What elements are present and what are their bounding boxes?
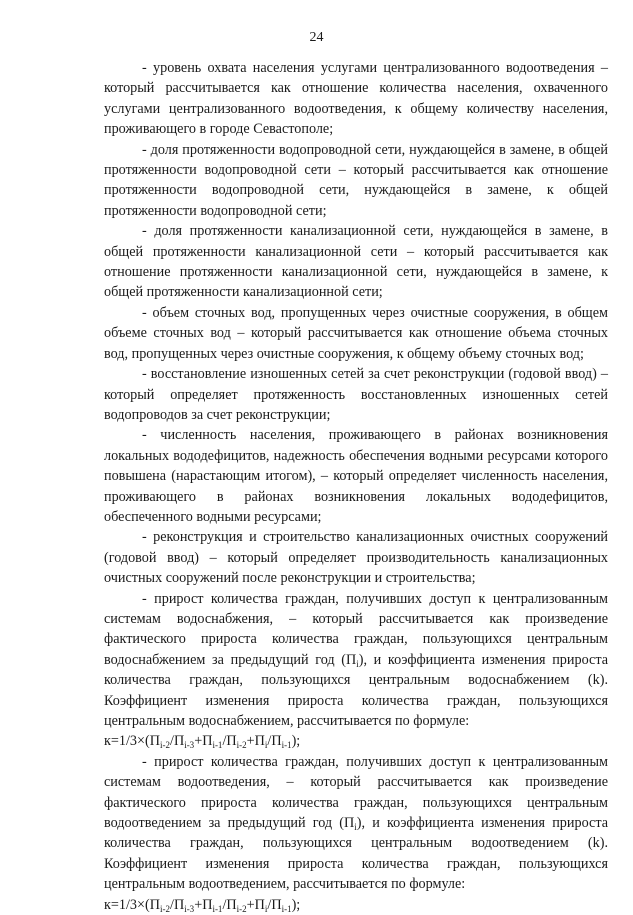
formula-part: /П xyxy=(222,733,237,750)
formula-part: /П xyxy=(170,896,185,913)
page-number: 24 xyxy=(309,30,324,45)
paragraph-treatment-facilities: - реконструкция и строительство канализационных очистных сооружений (годовой ввод) – который определяет производительность канализационных очистных сооружений после реконструкции и строительства; xyxy=(104,529,608,587)
formula-part: /П xyxy=(170,733,185,750)
paragraph-sewer-growth-text: - прирост количества граждан, получивших доступ к централизованным системам водоотведения, – который рассчитывается как произведение фактического прироста количества граждан, пользующихся центральным водоотведением за предыдущий год (П xyxy=(104,753,608,832)
paragraph-water-supply-growth-tail: ), и коэффициента изменения прироста количества граждан, пользующихся центральным водоснабжением (k). Коэффициент изменения прироста количества граждан, пользующихся центральным водоснабжением, рассчитывается по формуле: xyxy=(104,651,608,729)
formula-subscript: i-1 xyxy=(281,903,292,914)
document-body xyxy=(104,58,608,915)
subscript-i: i xyxy=(354,822,357,833)
paragraph-water-supply-growth xyxy=(104,589,608,732)
formula-subscript: i-1 xyxy=(212,903,223,914)
formula-subscript: i-2 xyxy=(236,740,247,751)
formula-part: /П xyxy=(222,896,237,913)
formula-subscript: i-2 xyxy=(236,903,247,914)
formula-subscript: i-3 xyxy=(184,903,195,914)
paragraph-sewer-coverage: - уровень охвата населения услугами централизованного водоотведения – который рассчитывается как отношение количества населения, охваченного услугами централизованного водоотведения, к общему количеству населения, проживающего в городе Севастополе; xyxy=(104,60,608,138)
formula-part: /П xyxy=(267,896,282,913)
formula-part: +П xyxy=(246,896,265,913)
formula-part: ); xyxy=(291,733,301,750)
formula-subscript: i-1 xyxy=(281,740,292,751)
formula-subscript: i xyxy=(264,903,268,914)
formula-part: к=1/3×(П xyxy=(104,896,160,913)
formula-part: +П xyxy=(194,733,213,750)
formula-subscript: i-3 xyxy=(184,740,195,751)
paragraph-sewer-growth xyxy=(104,752,608,895)
formula-subscript: i-2 xyxy=(160,903,170,914)
formula-subscript: i-1 xyxy=(212,740,223,751)
paragraph-water-network-share: - доля протяженности водопроводной сети, нуждающейся в замене, в общей протяженности водопроводной сети – который рассчитывается как отношение протяженности водопроводной сети, нуждающейся в замене, к общей протяженности водопроводной сети; xyxy=(104,141,608,219)
paragraph-wastewater-volume: - объем сточных вод, пропущенных через очистные сооружения, в общем объеме сточных вод – который рассчитывается как отношение объема сточных вод, пропущенных через очистные сооружения, к общему объему сточных вод; xyxy=(104,304,608,362)
formula-part: /П xyxy=(267,733,282,750)
subscript-i: i xyxy=(356,658,359,669)
formula-part: +П xyxy=(246,733,265,750)
formula-subscript: i-2 xyxy=(160,740,170,751)
formula-water-supply xyxy=(104,731,608,751)
formula-part: ); xyxy=(291,896,301,913)
formula-part: +П xyxy=(194,896,213,913)
paragraph-water-supply-growth-text: - прирост количества граждан, получивших доступ к централизованным системам водоснабжения, – который рассчитывается как произведение фактического прироста количества граждан, пользующихся центральным водоснабжением за предыдущий год (П xyxy=(104,590,608,668)
paragraph-sewer-growth-tail: ), и коэффициента изменения прироста количества граждан, пользующихся центральным водоотведением (k). Коэффициент изменения прироста количества граждан, пользующихся центральным водоотведением, рассчитывается по формуле: xyxy=(104,815,608,893)
formula-part: к=1/3×(П xyxy=(104,733,160,750)
paragraph-network-restoration: - восстановление изношенных сетей за счет реконструкции (годовой ввод) – который определяет протяженность восстановленных изношенных сетей водопроводов за счет реконструкции; xyxy=(104,366,608,423)
paragraph-sewer-network-share: - доля протяженности канализационной сети, нуждающейся в замене, в общей протяженности канализационной сети – который рассчитывается как отношение протяженности канализационной сети, нуждающейся в замене, к общей протяженности канализационной сети; xyxy=(104,223,608,301)
paragraph-water-deficit-population: - численность населения, проживающего в районах возникновения локальных вододефицитов, надежность обеспечения водными ресурсами которого повышена (нарастающим итогом), – который определяет численность населения, проживающего в районах возникновения локальных вододефицитов, обеспеченного водными ресурсами; xyxy=(104,427,608,525)
formula-subscript: i xyxy=(264,740,268,751)
